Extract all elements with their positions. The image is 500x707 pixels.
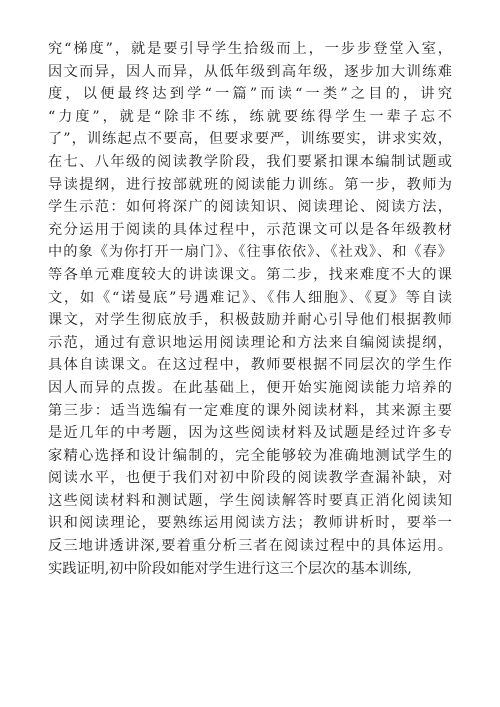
text-line: 反三地讲透讲深,要着重分析三者在阅读过程中的具体运用。 [48,538,452,555]
text-line: 在七、八年级的阅读教学阶段，我们要紧扣课本编制试题或 [48,153,452,170]
text-line: 这些阅读材料和测试题，学生阅读解答时要真正消化阅读知 [48,492,452,509]
text-line: 因文而异，因人而异，从低年级到高年级，逐步加大训练难 [48,63,452,80]
text-line: 等各单元难度较大的讲读课文。第二步，找来难度不大的课 [48,266,452,283]
text-line: 阅读水平，也便于我们对初中阶段的阅读教学查漏补缺，对 [48,470,452,487]
text-line: 具体自读课文。在这过程中，教师要根据不同层次的学生作 [48,357,452,374]
text-line: 识和阅读理论，要熟练运用阅读方法；教师讲析时，要举一 [48,515,452,532]
body-text [48,38,452,580]
text-line: 中的象《为你打开一扇门》、《往事依依》、《社戏》、和《春》 [48,244,452,261]
text-line: 充分运用于阅读的具体过程中，示范课文可以是各年级教材 [48,221,452,238]
text-line: 导读提纲，进行按部就班的阅读能力训练。第一步，教师为 [48,176,452,193]
text-line: 究“梯度”，就是要引导学生拾级而上，一步步登堂入室， [48,41,452,57]
text-line: 课文，对学生彻底放手，积极鼓励并耐心引导他们根据教师 [48,312,452,329]
text-line: 因人而异的点拨。在此基础上，便开始实施阅读能力培养的 [48,379,452,396]
text-line: 第三步：适当选编有一定难度的课外阅读材料，其来源主要 [48,402,452,419]
text-line: 学生示范：如何将深广的阅读知识、阅读理论、阅读方法， [48,199,452,216]
text-line: 是近几年的中考题，因为这些阅读材料及试题是经过许多专 [48,425,452,442]
text-line: 家精心选择和设计编制的，完全能够较为准确地测试学生的 [48,447,452,464]
text-line: “力度”，就是“除非不练，练就要练得学生一辈子忘不 [48,108,452,125]
text-line: 实践证明,初中阶段如能对学生进行这三个层次的基本训练, [48,560,412,577]
text-line: 了”，训练起点不要高，但要求要严，训练要实，讲求实效， [48,131,452,148]
text-line: 示范，通过有意识地运用阅读理论和方法来自编阅读提纲， [48,334,452,351]
text-line: 文，如《“诺曼底”号遇难记》、《伟人细胞》、《夏》等自读 [48,289,452,306]
text-line: 度，以便最终达到学“一篇”而读“一类”之目的，讲究 [48,86,452,103]
